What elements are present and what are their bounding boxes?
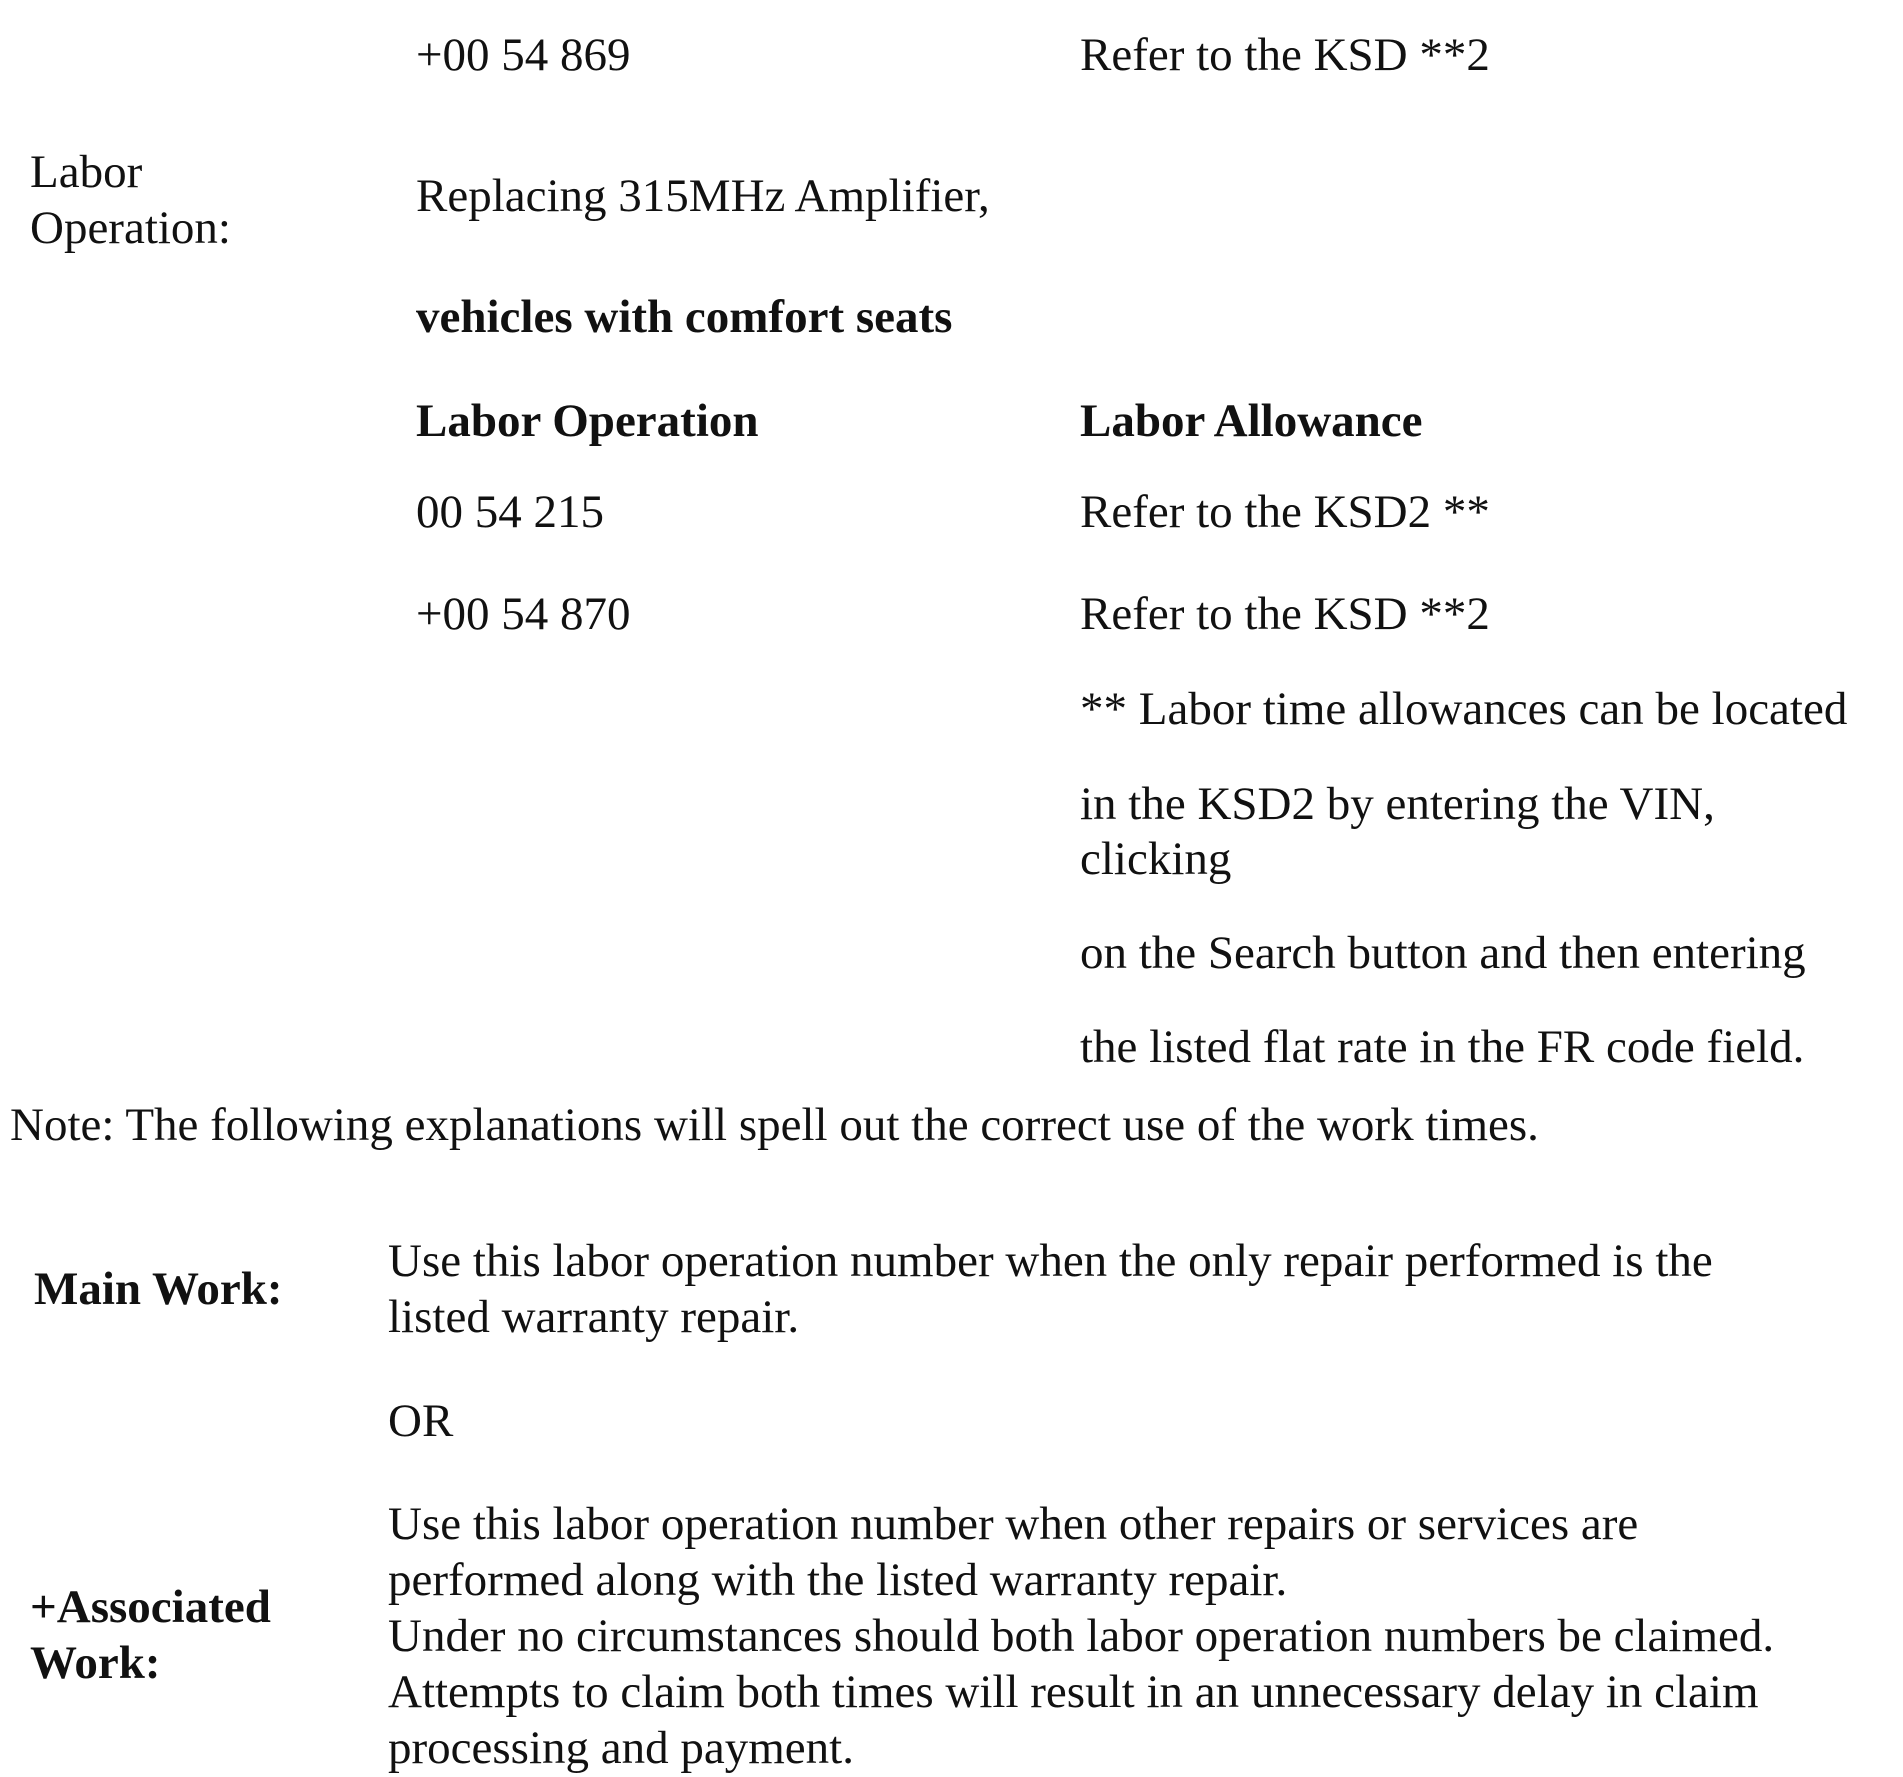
associated-work-line5: processing and payment.: [388, 1722, 854, 1774]
footnote-line2: in the KSD2 by entering the VIN,: [1080, 778, 1715, 830]
table-row-2-operation: +00 54 870: [416, 588, 631, 640]
labor-operation-label-line2: Operation:: [30, 202, 231, 254]
footnote-line4: on the Search button and then entering: [1080, 927, 1806, 979]
labor-operation-description: Replacing 315MHz Amplifier,: [416, 170, 990, 222]
associated-work-label-line2: Work:: [30, 1637, 161, 1689]
main-work-description: [388, 1233, 1713, 1345]
note-text: Note: The following explanations will spell out the correct use of the work times.: [10, 1099, 1539, 1151]
main-work-line2: listed warranty repair.: [388, 1291, 800, 1343]
header-labor-allowance: Labor Allowance: [1080, 395, 1423, 447]
or-text: OR: [388, 1395, 454, 1447]
table-row-2-allowance: Refer to the KSD **2: [1080, 588, 1490, 640]
main-work-line1: Use this labor operation number when the only repair performed is the: [388, 1235, 1713, 1287]
associated-work-line4: Attempts to claim both times will result in an unnecessary delay in claim: [388, 1666, 1759, 1718]
associated-work-line2: performed along with the listed warranty repair.: [388, 1554, 1288, 1606]
labor-operation-label-line1: Labor: [30, 146, 143, 198]
top-row-labor-allowance: Refer to the KSD **2: [1080, 29, 1490, 81]
vehicle-subheading: vehicles with comfort seats: [416, 291, 953, 343]
main-work-label: Main Work:: [34, 1263, 283, 1315]
footnote-line5: the listed flat rate in the FR code field.: [1080, 1021, 1805, 1073]
associated-work-label-line1: +Associated: [30, 1581, 271, 1633]
table-row-1-allowance: Refer to the KSD2 **: [1080, 486, 1490, 538]
table-row-1-operation: 00 54 215: [416, 486, 604, 538]
footnote-line3: clicking: [1080, 833, 1232, 885]
header-labor-operation: Labor Operation: [416, 395, 759, 447]
associated-work-description: [388, 1496, 1774, 1776]
footnote-line1: ** Labor time allowances can be located: [1080, 683, 1848, 735]
labor-operation-label: [30, 144, 231, 256]
associated-work-label: [30, 1579, 271, 1691]
associated-work-line1: Use this labor operation number when other repairs or services are: [388, 1498, 1639, 1550]
top-row-operation-number: +00 54 869: [416, 29, 631, 81]
associated-work-line3: Under no circumstances should both labor operation numbers be claimed.: [388, 1610, 1775, 1662]
